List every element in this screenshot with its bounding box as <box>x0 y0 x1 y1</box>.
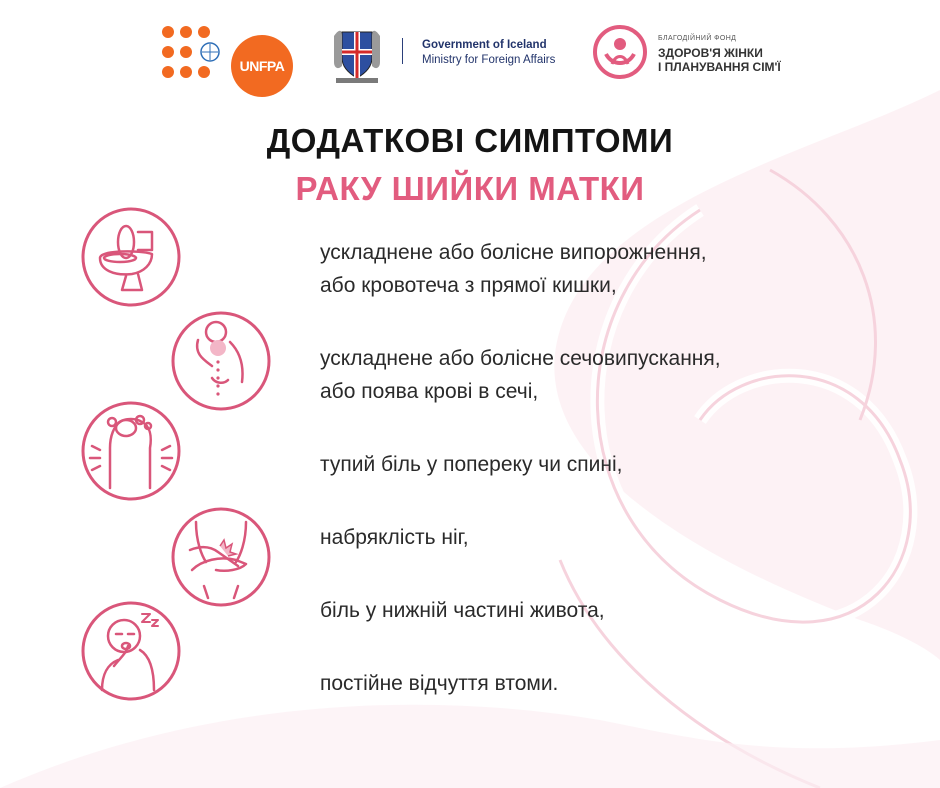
page-title: ДОДАТКОВІ СИМПТОМИ <box>266 122 674 159</box>
logo-row <box>0 18 940 90</box>
swollen-foot-icon <box>80 400 182 502</box>
symptom-item: постійне відчуття втоми. <box>320 672 559 695</box>
iceland-gov-line: Government of Iceland <box>422 39 547 51</box>
logo-divider <box>402 38 403 64</box>
fund-line1: ЗДОРОВ'Я ЖІНКИ <box>658 46 763 60</box>
fatigue-icon <box>80 600 182 702</box>
fund-line2: І ПЛАНУВАННЯ СІМ'Ї <box>658 60 781 74</box>
iceland-ministry-label <box>422 38 555 68</box>
symptoms-list <box>320 236 920 740</box>
symptom-item: набряклість ніг, <box>320 526 469 549</box>
iceland-coat-of-arms-icon <box>330 22 384 84</box>
fund-small-label: БЛАГОДІЙНИЙ ФОНД <box>658 35 737 42</box>
symptom-item: ускладнене або болісне сечовипускання, або поява крові в сечі, <box>320 347 721 403</box>
symptom-item: тупий біль у попереку чи спині, <box>320 453 623 476</box>
iceland-ministry-line: Ministry for Foreign Affairs <box>422 54 556 66</box>
back-pain-icon <box>170 310 272 412</box>
unfpa-wordmark: UNFPA <box>231 35 293 97</box>
toilet-icon <box>80 206 182 308</box>
symptom-item: ускладнене або болісне випорожнення, або кровотеча з прямої кишки, <box>320 241 707 297</box>
fund-name <box>658 32 781 74</box>
abdominal-pain-icon <box>170 506 272 608</box>
fund-logo-icon <box>592 24 648 80</box>
page-subtitle: РАКУ ШИЙКИ МАТКИ <box>295 170 645 207</box>
symptom-item: біль у нижній частині живота, <box>320 599 605 622</box>
